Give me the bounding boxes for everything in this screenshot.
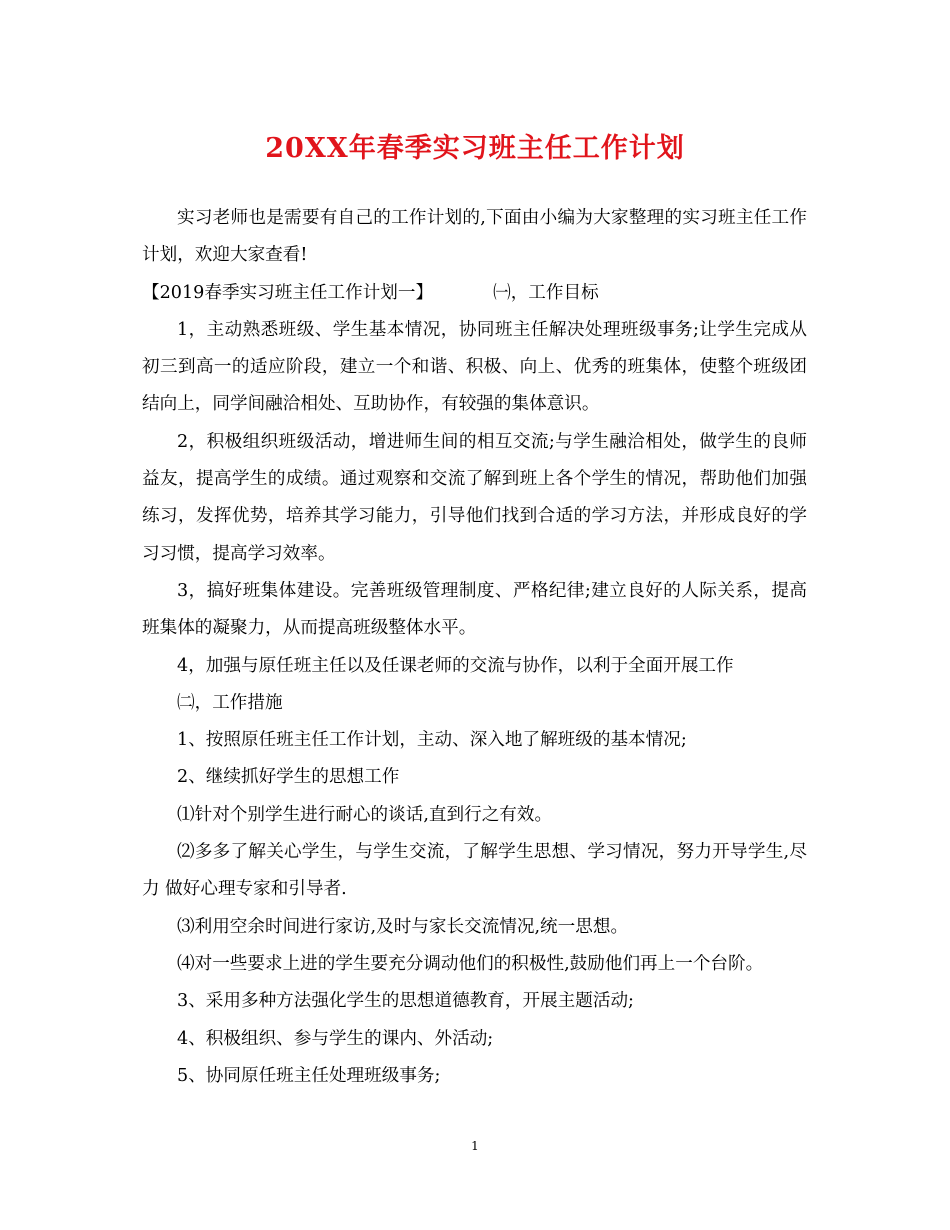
- intro-paragraph: 实习老师也是需要有自己的工作计划的,下面由小编为大家整理的实习班主任工作计划，欢迎大家查看!: [142, 208, 807, 266]
- goal-heading: ㈠，工作目标: [493, 282, 599, 303]
- document-body: [142, 200, 807, 1095]
- measure-subitem-4: ⑷对一些要求上进的学生要充分调动他们的积极性,鼓励他们再上一个台阶。: [177, 953, 764, 974]
- measure-item-4: 4、积极组织、参与学生的课内、外活动;: [177, 1028, 494, 1049]
- page-number: 1: [471, 1139, 479, 1153]
- plan-heading-line: [142, 275, 807, 312]
- goal-item-2: 2，积极组织班级活动，增进师生间的相互交流;与学生融洽相处，做学生的良师益友，提高学生的成绩。通过观察和交流了解到班上各个学生的情况，帮助他们加强练习，发挥优势，培养其学习能力，引导他们找到合适的学习方法，并形成良好的学习习惯，提高学习效率。: [142, 431, 807, 564]
- goal-item-3: 3，搞好班集体建设。完善班级管理制度、严格纪律;建立良好的人际关系，提高班集体的凝聚力，从而提高班级整体水平。: [142, 580, 807, 639]
- plan-heading: 【2019春季实习班主任工作计划一】: [142, 282, 434, 303]
- goal-item-1: 1，主动熟悉班级、学生基本情况，协同班主任解决处理班级事务;让学生完成从初三到高一的适应阶段，建立一个和谐、积极、向上、优秀的班集体，使整个班级团结向上，同学间融洽相处、互助协作，有较强的集体意识。: [142, 319, 807, 415]
- measure-subitem-2: ⑵多多了解关心学生，与学生交流，了解学生思想、学习情况，努力开导学生,尽力 做好心理专家和引导者.: [142, 842, 807, 900]
- measure-subitem-3: ⑶利用空余时间进行家访,及时与家长交流情况,统一思想。: [177, 916, 629, 937]
- measure-item-1: 1、按照原任班主任工作计划，主动、深入地了解班级的基本情况;: [177, 730, 687, 751]
- document-title: 20XX年春季实习班主任工作计划: [265, 133, 685, 164]
- measure-item-3: 3、采用多种方法强化学生的思想道德教育，开展主题活动;: [177, 991, 634, 1012]
- measure-subitem-1: ⑴针对个别学生进行耐心的谈话,直到行之有效。: [177, 804, 553, 825]
- goal-item-4: 4，加强与原任班主任以及任课老师的交流与协作，以利于全面开展工作: [177, 655, 734, 676]
- measure-item-2: 2、继续抓好学生的思想工作: [177, 767, 400, 788]
- measure-heading: ㈡，工作措施: [177, 692, 283, 713]
- measure-item-5: 5、协同原任班主任处理班级事务;: [177, 1065, 441, 1086]
